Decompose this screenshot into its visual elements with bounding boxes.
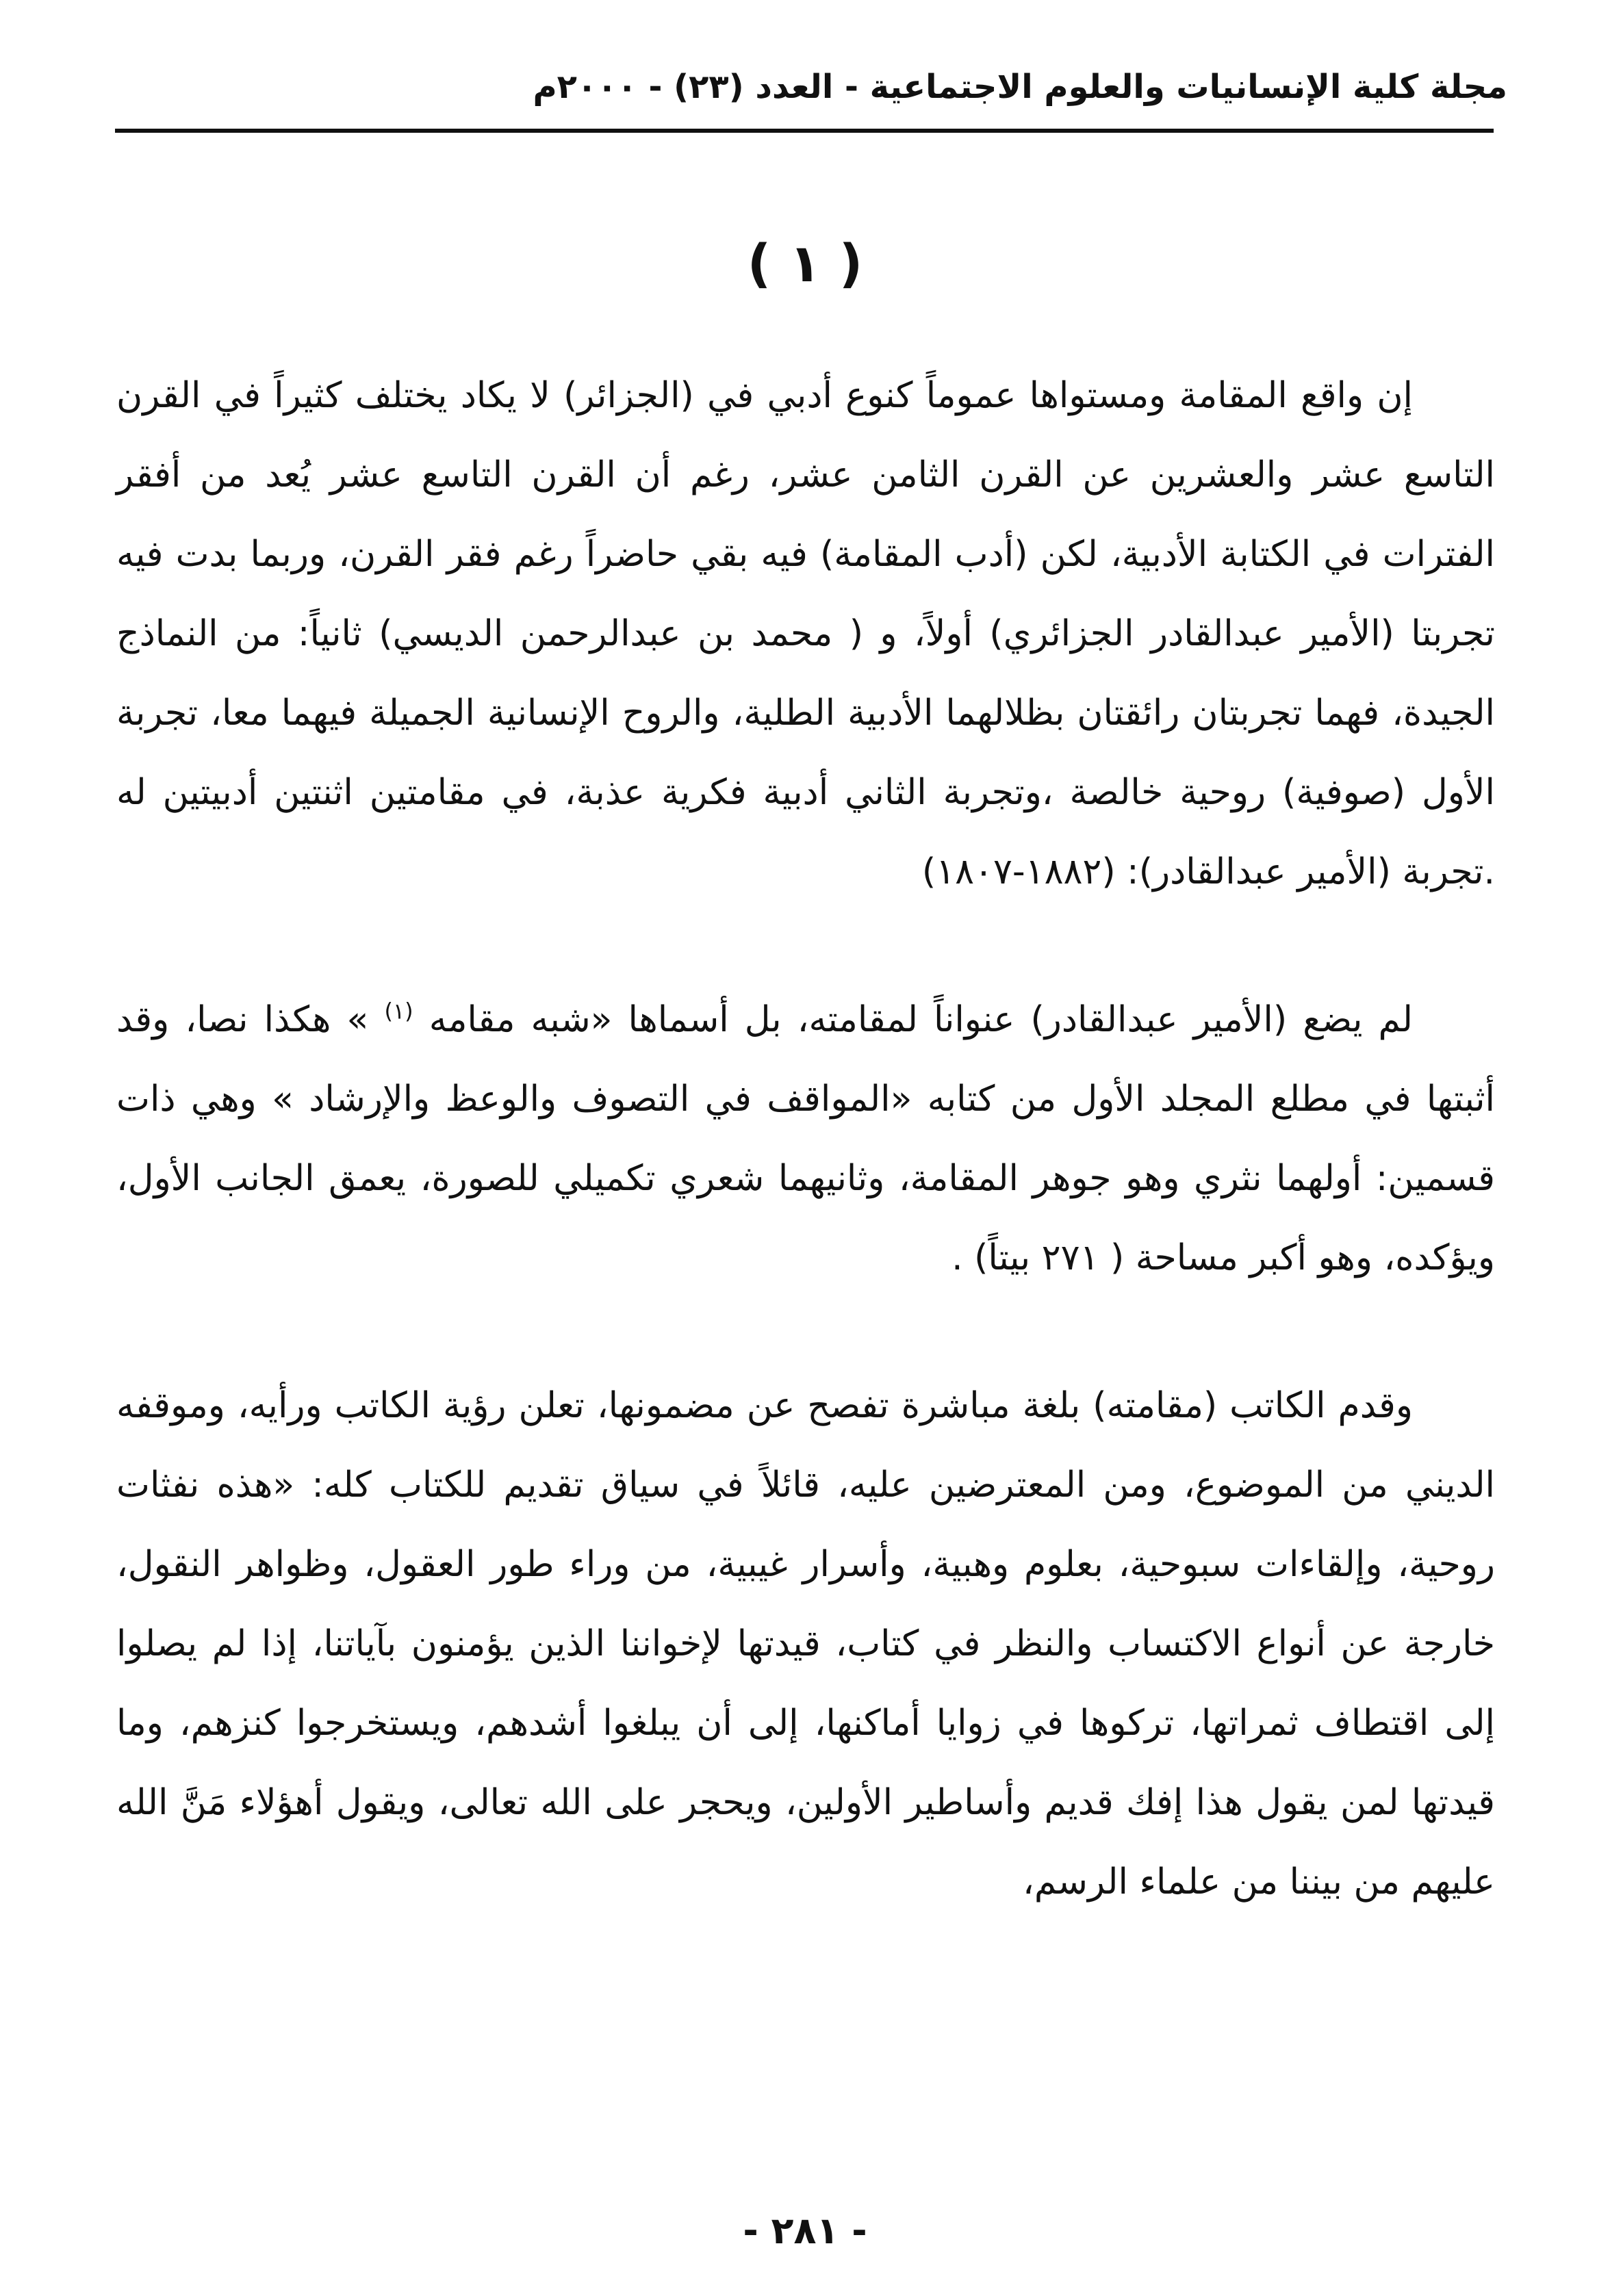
paragraph-1: إن واقع المقامة ومستواها عموماً كنوع أدبي في (الجزائر) لا يكاد يختلف كثيراً في القرن التاسع عشر والعشرين عن القرن الثامن عشر، رغم أن القرن التاسع عشر يُعد من أفقر الفترات في الكتابة الأدبية، لكن (أدب المقامة) فيه بقي حاضراً رغم فقر القرن، وربما بدت فيه تجربتا (الأمير عبدالقادر الجزائري) أولاً، و ( محمد بن عبدالرحمن الديسي) ثانياً: من النماذج الجيدة، فهما تجربتان رائقتان بظلالهما الأدبية الطلية، والروح الإنسانية الجميلة فيهما معا، تجربة الأول (صوفية) روحية خالصة ،وتجربة الثاني أدبية فكرية عذبة، في مقامتين اثنتين أدبيتين له .تجربة (الأمير عبدالقادر): (١٨٨٢-١٨٠٧) [116,375,1495,892]
header-divider [115,129,1494,133]
paragraph-2-text-end: » هكذا نصا، وقد أثبتها في مطلع المجلد الأول من كتابه «المواقف في التصوف والوعظ والإرشاد » وهي ذات قسمين: أولهما نثري وهو جوهر المقامة، وثانيهما شعري تكميلي للصورة، يعمق الجانب الأول، ويؤكده، وهو أكبر مساحة ( ٢٧١ بيتاً) . [116,999,1495,1278]
section-number: ( ١ ) [747,233,863,294]
body-text [116,356,1495,1922]
paragraph-3: وقدم الكاتب (مقامته) بلغة مباشرة تفصح عن مضمونها، تعلن رؤية الكاتب ورأيه، وموقفه الديني من الموضوع، ومن المعترضين عليه، قائلاً في سياق تقديم للكتاب كله: «هذه نفثات روحية، وإلقاءات سبوحية، بعلوم وهبية، وأسرار غيبية، من وراء طور العقول، وظواهر النقول، خارجة عن أنواع الاكتساب والنظر في كتاب، قيدتها لإخواننا الذين يؤمنون بآياتنا، إذا لم يصلوا إلى اقتطاف ثمراتها، تركوها في زوايا أماكنها، إلى أن يبلغوا أشدهم، ويستخرجوا كنزهم، وما قيدتها لمن يقول هذا إفك قديم وأساطير الأولين، ويحجر على الله تعالى، ويقول أهؤلاء مَنَّ الله عليهم من بيننا من علماء الرسم، [116,1385,1495,1902]
footnote-reference: (١) [384,998,413,1024]
paragraph-2-text-start: لم يضع (الأمير عبدالقادر) عنواناً لمقامته، بل أسماها «شبه مقامه [429,999,1414,1040]
page-number: - ٢٨١ - [743,2209,867,2252]
running-header-title: مجلة كلية الإنسانيات والعلوم الاجتماعية - العدد (٢٣) - ٢٠٠٠م [533,68,1507,106]
paragraph-2 [116,980,1495,1298]
